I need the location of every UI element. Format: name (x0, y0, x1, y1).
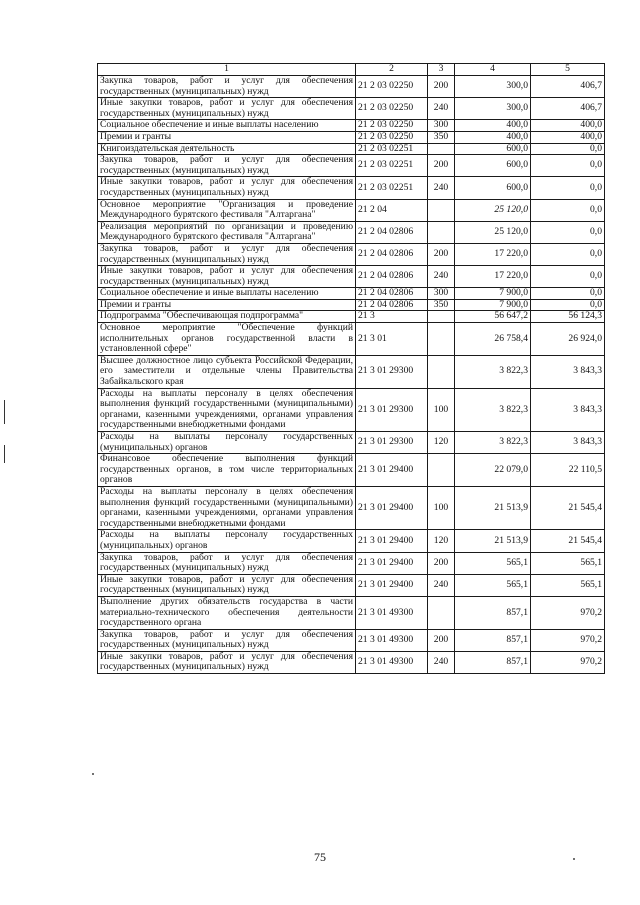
row-value-2020-cell: 0,0 (531, 221, 605, 243)
row-code-cell: 21 2 04 02806 (356, 299, 428, 311)
table-row (98, 266, 605, 288)
table-row (98, 131, 605, 143)
row-name-cell: Выполнение других обязательств государства в части материально-технического обеспечения деятельности государственного органа (98, 596, 356, 629)
row-expense-type-cell: 350 (428, 131, 455, 143)
row-value-2019-cell: 25 120,0 (455, 199, 531, 221)
row-expense-type-cell: 200 (428, 552, 455, 574)
row-value-2020-cell: 0,0 (531, 266, 605, 288)
table-row (98, 454, 605, 487)
row-expense-type-cell (428, 143, 455, 155)
row-expense-type-cell: 100 (428, 486, 455, 529)
page-number: 75 (314, 850, 326, 864)
table-row (98, 574, 605, 596)
row-value-2019-cell: 300,0 (455, 76, 531, 98)
row-code-cell: 21 3 01 49300 (356, 596, 428, 629)
row-name-cell: Закупка товаров, работ и услуг для обеспечения государственных (муниципальных) нужд (98, 76, 356, 98)
row-expense-type-cell: 200 (428, 155, 455, 177)
row-expense-type-cell: 240 (428, 177, 455, 199)
row-name-cell: Расходы на выплаты персоналу государственных (муниципальных) органов (98, 432, 356, 454)
row-value-2019-cell: 25 120,0 (455, 221, 531, 243)
row-expense-type-cell: 350 (428, 299, 455, 311)
row-value-2020-cell: 0,0 (531, 143, 605, 155)
row-expense-type-cell: 240 (428, 98, 455, 120)
row-expense-type-cell: 120 (428, 432, 455, 454)
table-row (98, 221, 605, 243)
row-value-2019-cell: 21 513,9 (455, 486, 531, 529)
scan-speck (573, 858, 575, 860)
row-name-cell: Основное мероприятие "Обеспечение функций исполнительных органов государственной власти в установленной сфере" (98, 323, 356, 356)
row-value-2019-cell: 7 900,0 (455, 299, 531, 311)
row-code-cell: 21 2 04 02806 (356, 221, 428, 243)
column-header: 3 (428, 64, 455, 76)
row-code-cell: 21 3 01 29300 (356, 355, 428, 388)
row-code-cell: 21 2 04 02806 (356, 243, 428, 265)
column-header: 5 (531, 64, 605, 76)
row-name-cell: Иные закупки товаров, работ и услуг для обеспечения государственных (муниципальных) нужд (98, 574, 356, 596)
row-value-2019-cell: 857,1 (455, 629, 531, 651)
row-value-2019-cell: 3 822,3 (455, 355, 531, 388)
row-expense-type-cell: 120 (428, 530, 455, 552)
row-name-cell: Закупка товаров, работ и услуг для обеспечения государственных (муниципальных) нужд (98, 552, 356, 574)
row-expense-type-cell (428, 454, 455, 487)
table-row (98, 299, 605, 311)
row-code-cell: 21 2 03 02251 (356, 177, 428, 199)
table-row (98, 596, 605, 629)
row-name-cell: Высшее должностное лицо субъекта Российской Федерации, его заместители и отдельные члены Правительства Забайкальского края (98, 355, 356, 388)
row-expense-type-cell: 240 (428, 266, 455, 288)
row-name-cell: Иные закупки товаров, работ и услуг для обеспечения государственных (муниципальных) нужд (98, 177, 356, 199)
row-code-cell: 21 3 01 49300 (356, 651, 428, 673)
row-value-2019-cell: 17 220,0 (455, 266, 531, 288)
row-name-cell: Финансовое обеспечение выполнения функций государственных органов, в том числе территориальных органов (98, 454, 356, 487)
row-value-2019-cell: 857,1 (455, 596, 531, 629)
table-row (98, 629, 605, 651)
row-expense-type-cell: 300 (428, 288, 455, 300)
scan-edge-mark (4, 400, 5, 424)
row-value-2020-cell: 3 843,3 (531, 355, 605, 388)
row-expense-type-cell: 240 (428, 574, 455, 596)
table-row (98, 530, 605, 552)
row-expense-type-cell (428, 221, 455, 243)
row-expense-type-cell: 200 (428, 629, 455, 651)
row-code-cell: 21 2 03 02250 (356, 120, 428, 132)
row-value-2020-cell: 406,7 (531, 98, 605, 120)
row-name-cell: Иные закупки товаров, работ и услуг для обеспечения государственных (муниципальных) нужд (98, 98, 356, 120)
table-row (98, 388, 605, 431)
row-name-cell: Расходы на выплаты персоналу в целях обеспечения выполнения функций государственными (муниципальными) органами, казенными учреждениями, органами управления государственными внебюджетными фондами (98, 486, 356, 529)
row-expense-type-cell (428, 596, 455, 629)
budget-table (97, 63, 605, 674)
row-value-2019-cell: 600,0 (455, 177, 531, 199)
row-name-cell: Закупка товаров, работ и услуг для обеспечения государственных (муниципальных) нужд (98, 629, 356, 651)
row-expense-type-cell: 200 (428, 76, 455, 98)
row-value-2020-cell: 565,1 (531, 552, 605, 574)
row-value-2020-cell: 400,0 (531, 120, 605, 132)
table-row (98, 288, 605, 300)
table-row (98, 486, 605, 529)
row-code-cell: 21 2 03 02251 (356, 155, 428, 177)
row-value-2019-cell: 565,1 (455, 552, 531, 574)
row-name-cell: Основное мероприятие "Организация и проведение Международного бурятского фестиваля "Алтаргана" (98, 199, 356, 221)
table-row (98, 243, 605, 265)
row-code-cell: 21 3 01 29400 (356, 574, 428, 596)
row-value-2020-cell: 21 545,4 (531, 486, 605, 529)
row-value-2020-cell: 3 843,3 (531, 432, 605, 454)
row-value-2019-cell: 857,1 (455, 651, 531, 673)
row-value-2020-cell: 0,0 (531, 155, 605, 177)
table-row (98, 120, 605, 132)
table-row (98, 311, 605, 323)
row-value-2019-cell: 3 822,3 (455, 432, 531, 454)
row-value-2019-cell: 56 647,2 (455, 311, 531, 323)
column-header: 4 (455, 64, 531, 76)
row-name-cell: Расходы на выплаты персоналу в целях обеспечения выполнения функций государственными (муниципальными) органами, казенными учреждениями, органами управления государственными внебюджетными фондами (98, 388, 356, 431)
row-name-cell: Премии и гранты (98, 131, 356, 143)
row-name-cell: Иные закупки товаров, работ и услуг для обеспечения государственных (муниципальных) нужд (98, 651, 356, 673)
row-value-2020-cell: 0,0 (531, 288, 605, 300)
row-name-cell: Премии и гранты (98, 299, 356, 311)
row-expense-type-cell: 200 (428, 243, 455, 265)
row-expense-type-cell (428, 311, 455, 323)
table-row (98, 98, 605, 120)
row-code-cell: 21 2 03 02251 (356, 143, 428, 155)
row-value-2019-cell: 600,0 (455, 143, 531, 155)
row-value-2020-cell: 0,0 (531, 199, 605, 221)
row-code-cell: 21 2 03 02250 (356, 131, 428, 143)
row-expense-type-cell: 100 (428, 388, 455, 431)
table-row (98, 199, 605, 221)
row-value-2020-cell: 21 545,4 (531, 530, 605, 552)
row-code-cell: 21 3 01 29300 (356, 388, 428, 431)
scan-edge-mark (4, 445, 5, 463)
row-value-2019-cell: 400,0 (455, 120, 531, 132)
row-value-2020-cell: 970,2 (531, 629, 605, 651)
row-value-2020-cell: 3 843,3 (531, 388, 605, 431)
row-value-2019-cell: 3 822,3 (455, 388, 531, 431)
row-name-cell: Закупка товаров, работ и услуг для обеспечения государственных (муниципальных) нужд (98, 155, 356, 177)
row-code-cell: 21 2 04 02806 (356, 288, 428, 300)
table-row (98, 355, 605, 388)
row-name-cell: Расходы на выплаты персоналу государственных (муниципальных) органов (98, 530, 356, 552)
table-row (98, 552, 605, 574)
row-value-2019-cell: 600,0 (455, 155, 531, 177)
row-value-2020-cell: 406,7 (531, 76, 605, 98)
row-value-2020-cell: 0,0 (531, 299, 605, 311)
row-name-cell: Социальное обеспечение и иные выплаты населению (98, 120, 356, 132)
row-value-2019-cell: 400,0 (455, 131, 531, 143)
row-value-2019-cell: 565,1 (455, 574, 531, 596)
row-code-cell: 21 3 (356, 311, 428, 323)
row-value-2019-cell: 7 900,0 (455, 288, 531, 300)
table-row (98, 432, 605, 454)
row-code-cell: 21 2 03 02250 (356, 98, 428, 120)
row-code-cell: 21 3 01 29400 (356, 552, 428, 574)
row-value-2020-cell: 400,0 (531, 131, 605, 143)
row-name-cell: Социальное обеспечение и иные выплаты населению (98, 288, 356, 300)
row-name-cell: Книгоиздательская деятельность (98, 143, 356, 155)
table-row (98, 651, 605, 673)
table-row (98, 155, 605, 177)
row-value-2019-cell: 26 758,4 (455, 323, 531, 356)
table-body (98, 76, 605, 674)
row-value-2020-cell: 970,2 (531, 651, 605, 673)
column-header: 1 (98, 64, 356, 76)
row-value-2019-cell: 17 220,0 (455, 243, 531, 265)
row-code-cell: 21 3 01 29300 (356, 432, 428, 454)
table-row (98, 323, 605, 356)
row-value-2020-cell: 22 110,5 (531, 454, 605, 487)
row-code-cell: 21 2 04 02806 (356, 266, 428, 288)
row-value-2019-cell: 300,0 (455, 98, 531, 120)
scan-speck (92, 773, 94, 775)
row-value-2020-cell: 0,0 (531, 243, 605, 265)
row-value-2020-cell: 26 924,0 (531, 323, 605, 356)
row-value-2020-cell: 0,0 (531, 177, 605, 199)
column-header: 2 (356, 64, 428, 76)
row-name-cell: Иные закупки товаров, работ и услуг для обеспечения государственных (муниципальных) нужд (98, 266, 356, 288)
table-row (98, 143, 605, 155)
row-expense-type-cell (428, 355, 455, 388)
row-name-cell: Закупка товаров, работ и услуг для обеспечения государственных (муниципальных) нужд (98, 243, 356, 265)
row-name-cell: Реализация мероприятий по организации и проведению Международного бурятского фестиваля "Алтаргана" (98, 221, 356, 243)
row-value-2020-cell: 56 124,3 (531, 311, 605, 323)
row-code-cell: 21 3 01 (356, 323, 428, 356)
row-expense-type-cell: 240 (428, 651, 455, 673)
row-code-cell: 21 3 01 29400 (356, 530, 428, 552)
table-header-row (98, 64, 605, 76)
row-code-cell: 21 3 01 29400 (356, 454, 428, 487)
row-expense-type-cell: 300 (428, 120, 455, 132)
row-code-cell: 21 2 03 02250 (356, 76, 428, 98)
row-expense-type-cell (428, 199, 455, 221)
table-row (98, 76, 605, 98)
row-value-2019-cell: 21 513,9 (455, 530, 531, 552)
row-value-2020-cell: 970,2 (531, 596, 605, 629)
row-code-cell: 21 3 01 49300 (356, 629, 428, 651)
row-code-cell: 21 2 04 (356, 199, 428, 221)
row-value-2019-cell: 22 079,0 (455, 454, 531, 487)
row-code-cell: 21 3 01 29400 (356, 486, 428, 529)
row-value-2020-cell: 565,1 (531, 574, 605, 596)
row-expense-type-cell (428, 323, 455, 356)
row-name-cell: Подпрограмма "Обеспечивающая подпрограмма" (98, 311, 356, 323)
table-row (98, 177, 605, 199)
